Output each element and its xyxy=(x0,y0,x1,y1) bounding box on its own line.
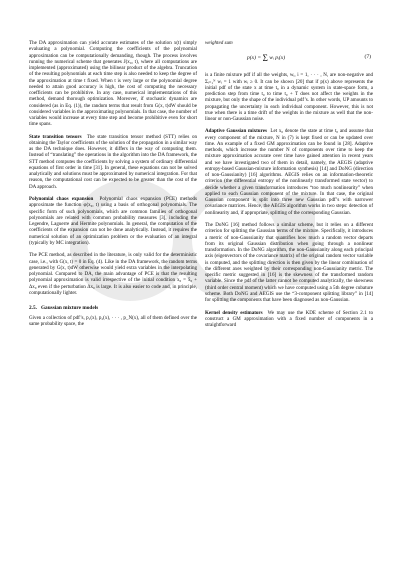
paragraph-polynomial-chaos xyxy=(29,196,197,246)
paragraph-da-approximation: The DA approximation can yield accurate estimates of the solution x(t) simply evaluating a polynomial. Computing the coefficients of the polynomial approximation can be computationally demanding, though. The process involves running the numerical scheme that generates J(x₀, t), where all computations are implemented (approximated) using the bilinear product of the algebra. Truncation of the resulting polynomials at each time step is also needed to keep the degree of the approximation at time t fixed. When t is very large or the polynomial degree needed to attain good accuracy is high, the cost of computing the necessary coefficients can be prohibitive. In any case, numerical implementations of this method, demand thorough optimization. Moreover, if stochastic dynamics are considered (as in Eq. (1)), the random terms that result from G(x, t)dW should be considered variables in the approximating polynomials. In that case, the number of variables would increase at every time step and become prohibitive even for short time spans. xyxy=(29,40,197,128)
paragraph-body-kde: We may use the KDE scheme of Section 2.1 to construct a GM approximation with a fixed number of components in a straightforward xyxy=(205,309,374,329)
right-column xyxy=(205,40,373,328)
section-number: 2.5. xyxy=(29,305,37,312)
paragraph-body-stt: The state transition tensor method (STT) relies on obtaining the Taylor coefficients of the solution of the propagation in a similar way as the DA technique does. However, it differs in the way of computing them. Instead of “translating” the operations in the algorithm into the DA framework, the STT method computes the coefficients by solving a system of ordinary differential equations of first order in time [31]. In general, these equations can not be solved analytically and solutions must be approximated by numerical integration. For that reason, the computational cost can be expected to be greater than the cost of the DA approach. xyxy=(29,133,197,190)
left-column xyxy=(29,40,197,327)
paragraph-body-pce: Polynomial chaos expansion (PCE) methods approximate the function φ(x₀, t) using a basis of orthogonal polynomials. The specific form of such polynomials, which are common families of orthogonal polynomials are related with common probability measures [3], including the Legendre, Laguerre and Hermite polynomials. In general, the computation of the coefficients of the expansion can not be done analytically. Instead, it requires the numerical solution of an optimization problem or the evaluation of an integral (typically by MC integration). xyxy=(29,196,197,246)
paragraph-mixture-pdf: is a finite mixture pdf if all the weights, wᵢ, i = 1, · · · , N, are non-negative and Σᵢ₌₁ᴺ wᵢ = 1 with wᵢ ≥ 0. It can be shown [20] that if p(x) above represents the initial pdf of the state x at time t₀ in a dynamic system in state-space form, a prediction step from time t₀ to time t₀ + T does not affect the weights in the mixture, but only the shape of the individual pdf’s. In other words, UP amounts to propagating the uncertainty in each individual component. However, this is not true when there is a time drift of the weights in the mixture as well that the non-linear or non-Gaussian noise. xyxy=(205,72,373,122)
paragraph-title-pce: Polynomial chaos expansion xyxy=(29,196,94,203)
equation-lhs: p(x) = xyxy=(247,55,263,62)
paragraph-title-kde: Kernel density estimators xyxy=(205,309,263,316)
paragraph-gaussian-mixture-intro: Given a collection of pdf’s, p₁(x), p₂(x), · · · , p_N(x), all of them defined over the same probability space, the xyxy=(29,314,197,327)
equation-number: (7) xyxy=(364,54,371,61)
weighted-sum-label: weighted sum xyxy=(205,40,233,46)
equation-body xyxy=(247,53,285,63)
paragraph-state-transition-tensors xyxy=(29,134,197,190)
paragraph-title-agm: Adaptive Gaussian mixtures xyxy=(205,128,267,135)
paragraph-pce-method: The PCE method, as described in the literature, is only valid for the deterministic case, i.e., with G(x, t) = 0 in Eq. (4). Like in the DA framework, the random terms generated by G(x, t)dW otherwise would yield extra variables in the interpolating polynomial. Compared to DA, the main advantage of PCE is that the resulting polynomial approximation is valid irrespective of the initial condition x₀ = x̂₀ + Δx₀ even if the perturbation Δx₀ is large. It is also easier to code and, in principle, computationally lighter. xyxy=(29,252,197,296)
section-title: Gaussian mixture models xyxy=(40,305,99,312)
equation-sum-symbol: Σ xyxy=(262,53,268,64)
equation-rhs: wᵢ pᵢ(x) xyxy=(267,55,286,62)
paragraph-dong-method: The DoNG [16] method follows a similar scheme, but it relies on a different criterion for splitting the Gaussian terms of the mixture. Specifically, it introduces a metric of non-Gaussianity that quantifies how much a random vector departs from its original Gaussian distribution when going through a nonlinear transformation. In the DoNG algorithm, the non-Gaussianity along each principal axis (eigenvectors of the covariance matrix) of the original random vector variable is computed, and the splitting direction is then given by the linear combination of the different axes weighted by their corresponding non-Gaussianity metric. The specific metric suggested in [16] is the skewness of the transformed random variable. Since the pdf of the latter cannot be computed analytically, the skewness (third order central moment) which we have computed using a 5th degree cubature scheme. Both DoNG and AEGIS use the “3-component splitting library” in [14] for splitting the components that have been diagnosed as non-Gaussian. xyxy=(205,222,373,304)
equation-7 xyxy=(205,48,373,70)
paragraph-kernel-density xyxy=(205,310,373,329)
paragraph-adaptive-gaussian-mixtures xyxy=(205,128,373,216)
paragraph-title-stt: State transition tensors xyxy=(29,133,82,140)
paragraph-body-agm: Let x₀ denote the state at time t₀ and assume that every component of the mixture, N in (7) is kept fixed or can be updated over time. An example of a fixed GM approximation can be found in [28]. Adaptive methods, which increase the number N of components over time to keep the mixture approximation accurate over time have gained attention in recent years and we have investigated two of them in detail, namely, the AEGIS (adaptive entropy-based Gaussian-mixture information synthesis) [14] and DoNG (direction of non-Gaussianity) [16] algorithms. AEGIS relies on an information-theoretic criterion (the differential entropy of the nonlinearly transformed state vector) to decide whether a given transformation introduces “too much nonlinearity” when applied to each Gaussian component of the mixture. In that case, the original Gaussian component is split into three new Gaussian pdf’s with narrower covariance matrices. Hence, the AEGIS algorithm works in two steps: detection of nonlinearity and, if appropriate, splitting of the corresponding Gaussian. xyxy=(205,128,373,216)
